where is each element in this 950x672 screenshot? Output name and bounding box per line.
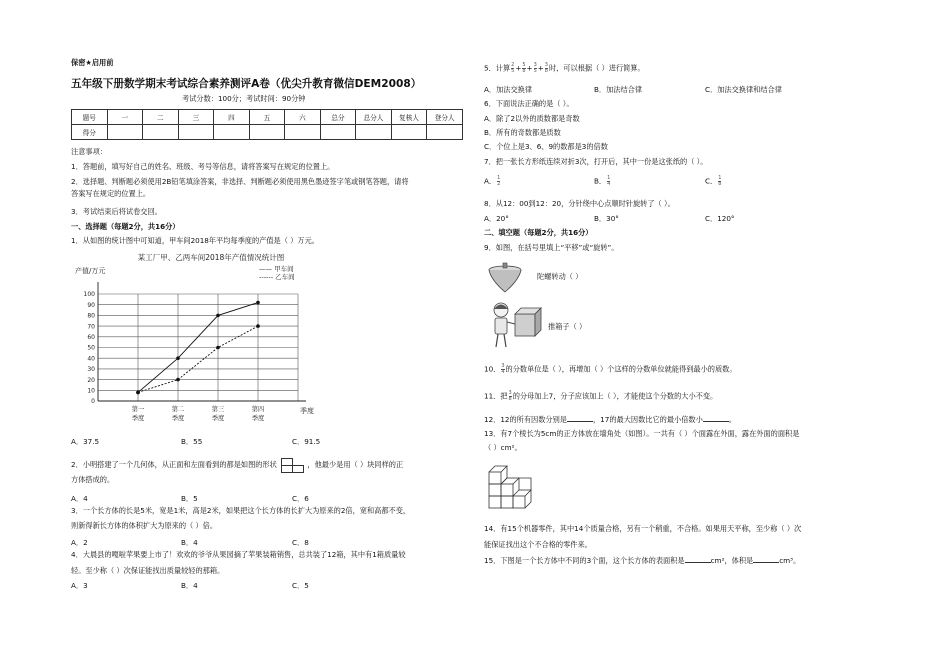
x-tick-label: 季度: [211, 415, 225, 422]
score-cell: 总分: [320, 110, 356, 125]
q4-text: 4．大晨县的嘎啦苹果要上市了！欢欢的爷爷从果园摘了苹果装箱销售，总共装了12箱，其中有1箱质量较: [71, 550, 406, 559]
score-input[interactable]: [249, 125, 285, 140]
q1-text: 1．从如图的统计图中可知道，甲车间2018年平均每季度的产值是（ ）万元。: [71, 236, 319, 245]
section1-heading: 一、选择题（每题2分，共16分）: [71, 222, 180, 231]
score-cell: 得分: [72, 125, 108, 140]
score-input[interactable]: [107, 125, 143, 140]
q7-option-b[interactable]: B． $\frac{1}{4}$: [594, 175, 611, 187]
q5-option-b[interactable]: B．加法结合律: [594, 85, 643, 94]
q2-option-c[interactable]: C．6: [292, 494, 309, 503]
x-tick-label: 季度: [251, 415, 265, 422]
q3-option-a[interactable]: A．2: [71, 538, 88, 547]
y-tick-label: 90: [87, 301, 95, 309]
q2-text: [71, 458, 403, 472]
q5-text: 5．计算 $\frac{2}{5}$ + $\frac{5}{8}$ + $\frac{3}{5}$ + $\frac{3}{8}$ 时，可以根据（ ）进行简算。: [484, 62, 645, 74]
fraction: $\frac{3}{8}$: [544, 62, 548, 74]
note-item: 3．考试结束后将试卷交回。: [71, 207, 162, 216]
series-line-2: [138, 326, 258, 392]
q12-blank-1[interactable]: [567, 414, 593, 422]
fraction: $\frac{2}{5}$: [511, 62, 515, 74]
x-axis-label: 季度: [300, 407, 314, 415]
q7-option-a[interactable]: A． $\frac{1}{2}$: [484, 175, 501, 187]
fraction: $\frac{1}{2}$: [497, 175, 501, 187]
x-tick-label: 季度: [171, 415, 185, 422]
note-item: 答案写在规定的位置上。: [71, 189, 151, 198]
data-point: [256, 301, 260, 305]
score-header-row: [72, 110, 463, 125]
q4-option-a[interactable]: A．3: [71, 581, 88, 590]
score-input[interactable]: [178, 125, 214, 140]
data-point: [216, 346, 220, 350]
fraction: $\frac{1}{8}$: [718, 175, 722, 187]
q6-option-c[interactable]: C．个位上是3、6、9的数都是3的倍数: [484, 142, 608, 151]
y-tick-label: 10: [87, 387, 95, 395]
q1-option-c[interactable]: C．91.5: [292, 437, 321, 446]
y-tick-label: 30: [87, 366, 95, 374]
q15-blank-1[interactable]: [685, 555, 711, 563]
q3-option-b[interactable]: B．4: [181, 538, 198, 547]
q13-text-b: （ ）cm²。: [484, 443, 522, 452]
page-title: 五年级下册数学期末考试综合素养测评A卷（优尖升教育微信DEM2008）: [71, 78, 422, 90]
fraction: $\frac{3}{4}$: [501, 363, 505, 375]
q15-text: 15．下图是一个长方体中不同的3个面，这个长方体的表面积是 cm²，体积是 cm³。: [484, 556, 801, 565]
q14-text: 14．有15个机器零件，其中14个质量合格，另有一个稍重，不合格。如果用天平称，至少称（ ）次: [484, 524, 802, 533]
q11-text: 11．把 $\frac{3}{8}$ 的分母加上7，分子应该加上（ ），才能使这个分数的大小不变。: [484, 390, 718, 402]
score-input[interactable]: [214, 125, 250, 140]
y-tick-label: 20: [87, 376, 95, 384]
q8-option-a[interactable]: A．20°: [484, 214, 509, 223]
y-tick-label: 70: [87, 323, 95, 331]
q8-text: 8．从12：00到12：20，分针绕中心点顺时针旋转了（ ）。: [484, 199, 675, 208]
chart-title: 某工厂甲、乙两车间2018年产值情况统计图: [137, 253, 285, 262]
q6-option-b[interactable]: B．所有的奇数都是质数: [484, 128, 561, 137]
data-point: [216, 314, 220, 318]
q2-text-b: ，他最少是用（ ）块同样的正: [307, 460, 404, 469]
y-tick-label: 80: [87, 312, 95, 320]
score-input[interactable]: [143, 125, 179, 140]
q8-option-c[interactable]: C．120°: [705, 214, 735, 223]
q9-label-top: 陀螺转动（ ）: [537, 272, 583, 281]
score-cell: 登分人: [427, 110, 463, 125]
y-tick-label: 60: [87, 334, 95, 341]
score-cell: 题号: [72, 110, 108, 125]
x-tick-label: 第四: [251, 406, 265, 413]
score-cell: 五: [249, 110, 285, 125]
secret-label: 保密★启用前: [71, 58, 114, 67]
q3-text: 3．一个长方体的长是5米，宽是1米，高是2米，如果把这个长方体的长扩大为原来的2倍，宽和高都不变，: [71, 506, 411, 515]
q10-text: 10． $\frac{3}{4}$ 的分数单位是（ ），再增加（ ）个这样的分数单位就能得到最小的质数。: [484, 363, 737, 375]
q6-text: 6．下面说法正确的是（ ）。: [484, 99, 574, 108]
girl-pushing-box-icon: [487, 300, 545, 350]
q4-text-b: 轻。至少称（ ）次保证能找出质量较轻的那箱。: [71, 566, 225, 575]
y-tick-label: 40: [87, 355, 95, 363]
note-item: 2．选择题、判断题必须使用2B铅笔填涂答案，非选择、判断题必须使用黑色墨迹签字笔或钢笔答题，请将: [71, 177, 409, 186]
score-cell: 一: [107, 110, 143, 125]
score-cell: 复核人: [391, 110, 427, 125]
q3-option-c[interactable]: C．8: [292, 538, 309, 547]
x-tick-label: 第一: [131, 406, 145, 413]
q7-option-c[interactable]: C． $\frac{1}{8}$: [705, 175, 722, 187]
q8-option-b[interactable]: B．30°: [594, 214, 619, 223]
line-chart: [71, 250, 351, 430]
score-input[interactable]: [320, 125, 356, 140]
x-tick-label: 第三: [211, 406, 225, 413]
score-table: [71, 109, 463, 140]
q1-option-a[interactable]: A．37.5: [71, 437, 100, 446]
q7-text: 7．把一张长方形纸连续对折3次，打开后，其中一份是这张纸的（ ）。: [484, 157, 708, 166]
q9-text: 9．如图，在括号里填上“平移”或“旋转”。: [484, 243, 619, 252]
x-tick-label: 第二: [171, 406, 185, 413]
stacked-cubes-icon: [487, 458, 537, 512]
score-cell: 四: [214, 110, 250, 125]
score-input[interactable]: [285, 125, 321, 140]
score-input[interactable]: [356, 125, 392, 140]
q5-post: 时，可以根据（ ）进行简算。: [548, 63, 645, 73]
q14-text-b: 能保证找出这个不合格的零件来。: [484, 540, 592, 549]
q3-text-b: 则新得新长方体的体积扩大为原来的（ ）倍。: [71, 521, 218, 530]
note-item: 1．答题前，填写好自己的姓名、班级、考号等信息，请将答案写在规定的位置上。: [71, 162, 335, 171]
score-input[interactable]: [391, 125, 427, 140]
notes-heading: 注意事项：: [71, 147, 107, 156]
score-cell: 六: [285, 110, 321, 125]
data-point: [176, 378, 180, 382]
score-cell: 二: [143, 110, 179, 125]
fraction: $\frac{5}{8}$: [522, 62, 526, 74]
q2-option-a[interactable]: A．4: [71, 494, 88, 503]
data-point: [256, 324, 260, 328]
score-cell: 三: [178, 110, 214, 125]
score-value-row: [72, 125, 463, 140]
q5-pre: 5．计算: [484, 63, 511, 73]
q2-text-c: 方体搭成的。: [71, 475, 115, 484]
q2-shape-icon: [281, 458, 303, 472]
fraction: $\frac{3}{5}$: [533, 62, 537, 74]
score-input[interactable]: [427, 125, 463, 140]
score-cell: 总分人: [356, 110, 392, 125]
data-point: [136, 391, 140, 395]
q6-option-a[interactable]: A．除了2以外的质数都是奇数: [484, 114, 580, 123]
y-tick-label: 100: [83, 291, 95, 299]
q5-option-c[interactable]: C．加法交换律和结合律: [705, 85, 782, 94]
q1-option-b[interactable]: B．55: [181, 437, 203, 446]
fraction: $\frac{3}{8}$: [508, 390, 512, 402]
q2-text-a: 2．小明搭建了一个几何体，从正面和左面看到的都是如图的形状: [71, 460, 277, 469]
data-point: [176, 356, 180, 360]
q13-text: 13．有7个棱长为5cm的正方体放在墙角处（如图）。一共有（ ）个面露在外面，露在外面的面积是: [484, 429, 800, 438]
y-tick-label: 50: [87, 344, 95, 352]
q4-option-c[interactable]: C．5: [292, 581, 309, 590]
x-tick-label: 季度: [131, 415, 145, 422]
q4-option-b[interactable]: B．4: [181, 581, 198, 590]
y-axis-label: 产值/万元: [75, 267, 106, 275]
exam-info: 考试分数：100分；考试时间：90分钟: [182, 94, 306, 103]
q9-label-bottom: 推箱子（ ）: [548, 322, 587, 331]
legend-entry: —— 甲车间: [259, 265, 294, 273]
q5-option-a[interactable]: A．加法交换律: [484, 85, 533, 94]
spinning-top-icon: [487, 262, 523, 294]
q15-blank-2[interactable]: [753, 555, 779, 563]
q12-blank-2[interactable]: [703, 414, 729, 422]
section2-heading: 二、填空题（每题2分，共16分）: [484, 228, 593, 237]
q2-option-b[interactable]: B．5: [181, 494, 198, 503]
q12-text: 12．12的所有因数分别是 ，17的最大因数比它的最小倍数小 。: [484, 415, 736, 424]
fraction: $\frac{1}{4}$: [607, 175, 611, 187]
y-tick-label: 0: [91, 398, 95, 406]
legend-entry: ------ 乙车间: [259, 273, 295, 281]
